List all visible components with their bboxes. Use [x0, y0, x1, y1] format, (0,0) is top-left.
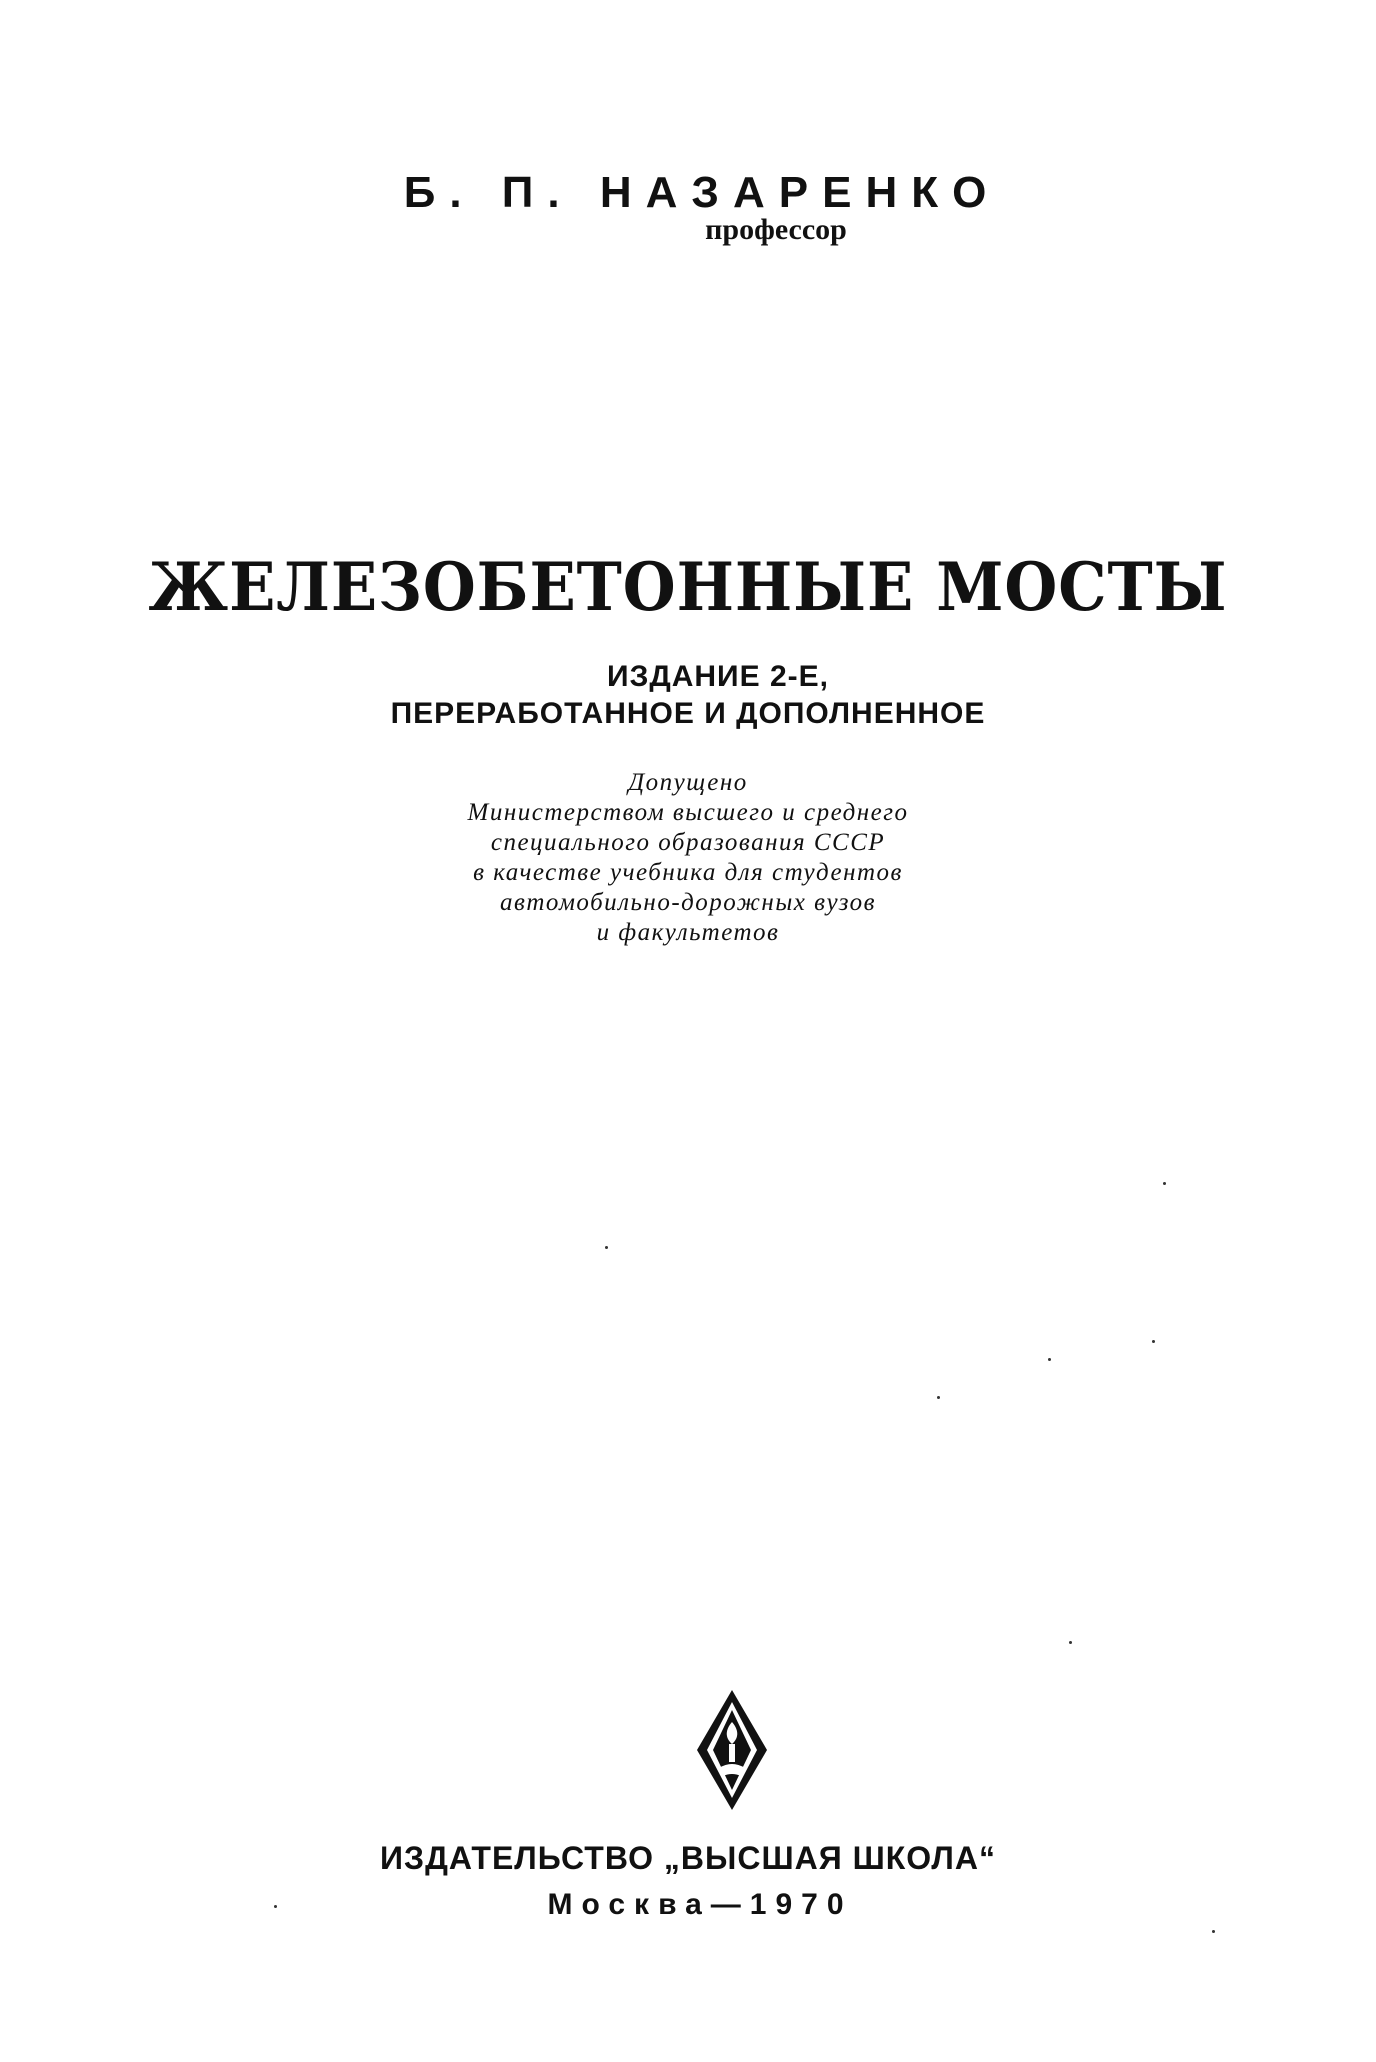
publisher-name: ИЗДАТЕЛЬСТВО „ВЫСШАЯ ШКОЛА“ — [380, 1840, 996, 1876]
approval-line: Министерством высшего и среднего — [467, 799, 909, 826]
scan-speck — [937, 1396, 940, 1399]
edition-line-2: ПЕРЕРАБОТАННОЕ И ДОПОЛНЕННОЕ — [390, 697, 986, 730]
publisher-emblem-icon — [695, 1688, 769, 1812]
scan-speck — [1163, 1182, 1166, 1185]
author-role: профессор — [705, 213, 847, 246]
scan-speck — [1212, 1930, 1215, 1933]
scan-speck — [1152, 1340, 1155, 1343]
scan-speck — [605, 1246, 608, 1249]
approval-line: Допущено — [628, 769, 748, 796]
author-name: Б. П. НАЗАРЕНКО — [403, 168, 1001, 217]
approval-line: в качестве учебника для студентов — [473, 859, 903, 886]
scan-speck — [1069, 1641, 1072, 1644]
approval-notice — [0, 768, 1376, 948]
scan-speck — [1048, 1358, 1051, 1361]
approval-line: автомобильно-дорожных вузов — [499, 889, 876, 916]
approval-line: специального образования СССР — [490, 829, 886, 856]
publication-place-year: Москва—1970 — [547, 1888, 853, 1921]
edition-line-1: ИЗДАНИЕ 2-Е, — [607, 660, 829, 693]
book-title: ЖЕЛЕЗОБЕТОННЫЕ МОСТЫ — [148, 548, 1228, 626]
approval-line: и факультетов — [596, 919, 780, 946]
